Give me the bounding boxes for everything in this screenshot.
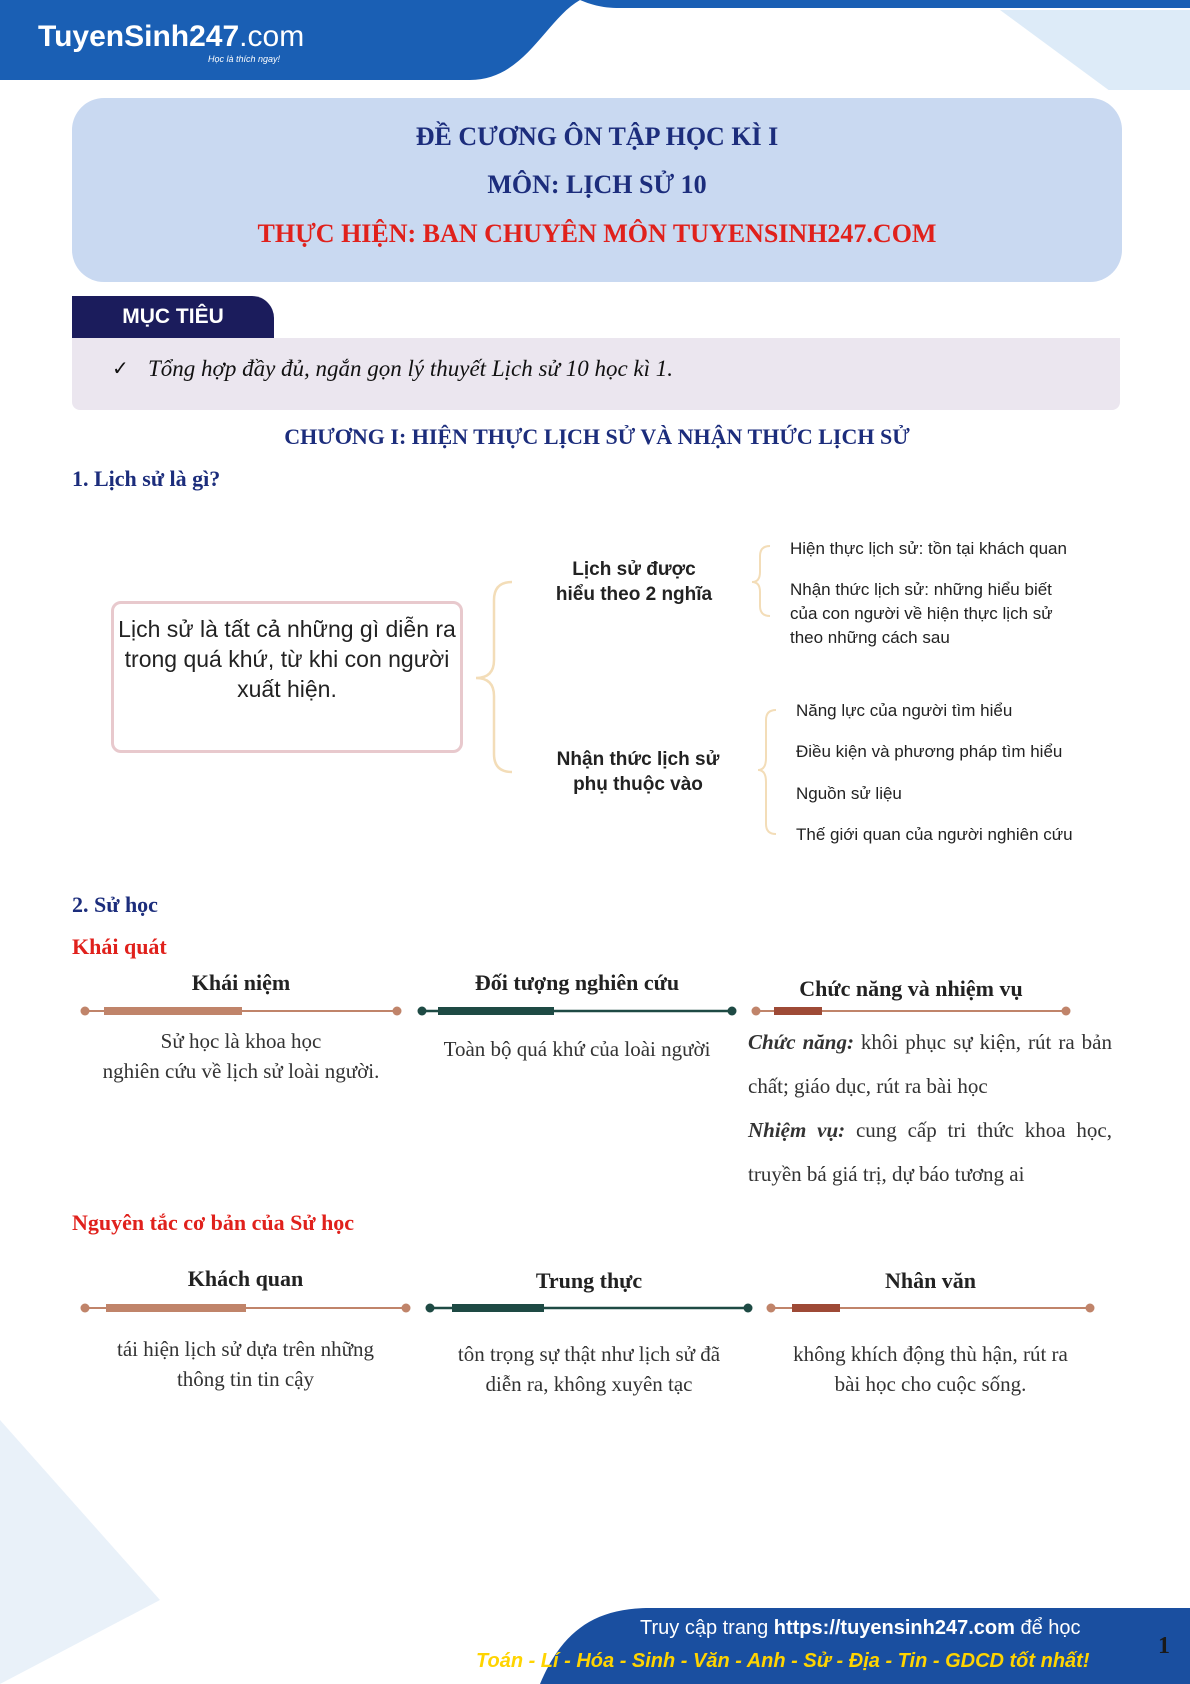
page-number: 1: [1158, 1633, 1170, 1659]
overview-col3-body: Chức năng: khôi phục sự kiện, rút ra bản chất; giáo dục, rút ra bài học Nhiệm vụ: cung cấp tri thức khoa học, truyền bá giá trị, dự báo tương ai: [748, 1030, 1113, 1186]
overview-heading: Khái quát: [72, 934, 167, 959]
doc-subject: MÔN: LỊCH SỬ 10: [487, 170, 707, 199]
branch1-leaf: Hiện thực lịch sử: tồn tại khách quan: [790, 539, 1067, 558]
doc-author: THỰC HIỆN: BAN CHUYÊN MÔN TUYENSINH247.COM: [257, 219, 937, 248]
check-icon: ✓: [112, 356, 129, 380]
principle-col3-body: không khích động thù hận, rút ra bài học cho cuộc sống.: [793, 1342, 1068, 1396]
branch2-leaf: Nguồn sử liệu: [796, 784, 902, 803]
branch2-leaf: Năng lực của người tìm hiểu: [796, 701, 1013, 720]
definition-text: Lịch sử là tất cả những gì diễn ra trong quá khứ, từ khi con người xuất hiện.: [118, 616, 456, 702]
overview-col3-title: Chức năng và nhiệm vụ: [799, 976, 1023, 1001]
footer-url-link[interactable]: https://tuyensinh247.com: [773, 1617, 1015, 1639]
principle-col2-title: Trung thực: [535, 1268, 643, 1293]
overview-col2-title: Đối tượng nghiên cứu: [474, 970, 680, 995]
section1-heading: 1. Lịch sử là gì?: [72, 466, 221, 491]
section2-heading: 2. Sử học: [72, 892, 158, 917]
overview-col2-body: Toàn bộ quá khứ của loài người: [443, 1037, 711, 1061]
branch2-leaf: Thế giới quan của người nghiên cứu: [796, 825, 1073, 844]
branch2-leaf: Điều kiện và phương pháp tìm hiểu: [796, 742, 1063, 761]
principle-col3-title: Nhân văn: [884, 1268, 977, 1293]
function-label: Chức năng:: [748, 1030, 854, 1054]
principle-col2-body: tôn trọng sự thật như lịch sử đã diễn ra, không xuyên tạc: [457, 1342, 721, 1396]
principle-col1-body: tái hiện lịch sử dựa trên những thông tin tin cậy: [117, 1337, 374, 1391]
doc-title: ĐỀ CƯƠNG ÔN TẬP HỌC KÌ I: [415, 122, 779, 151]
objective-item: Tổng hợp đầy đủ, ngắn gọn lý thuyết Lịch sử 10 học kì 1.: [148, 356, 674, 381]
branch1-leaf: Nhận thức lịch sử: những hiểu biết của con người về hiện thực lịch sử theo những cách sau: [790, 580, 1053, 647]
footer-visit-text: Truy cập trang https://tuyensinh247.com để học: [640, 1617, 1081, 1639]
principles-heading: Nguyên tắc cơ bản của Sử học: [72, 1210, 355, 1235]
overview-col1-title: Khái niệm: [191, 970, 291, 995]
branch1-label: Lịch sử được hiểu theo 2 nghĩa: [555, 559, 713, 605]
task-label: Nhiệm vụ:: [748, 1118, 846, 1142]
objective-tab: MỤC TIÊU: [72, 296, 274, 338]
principle-col1-title: Khách quan: [187, 1266, 304, 1291]
branch2-label: Nhận thức lịch sử phụ thuộc vào: [556, 749, 720, 795]
logo[interactable]: TuyenSinh247.com: [38, 20, 305, 53]
logo-tagline: Học là thích ngay!: [208, 54, 281, 64]
chapter-heading: CHƯƠNG I: HIỆN THỰC LỊCH SỬ VÀ NHẬN THỨC LỊCH SỬ: [284, 424, 910, 449]
overview-col1-body: Sử học là khoa học nghiên cứu về lịch sử loài người.: [102, 1029, 380, 1083]
footer-subjects: Toán - Lí - Hóa - Sinh - Văn - Anh - Sử - Địa - Tin - GDCD tốt nhất!: [476, 1650, 1090, 1672]
